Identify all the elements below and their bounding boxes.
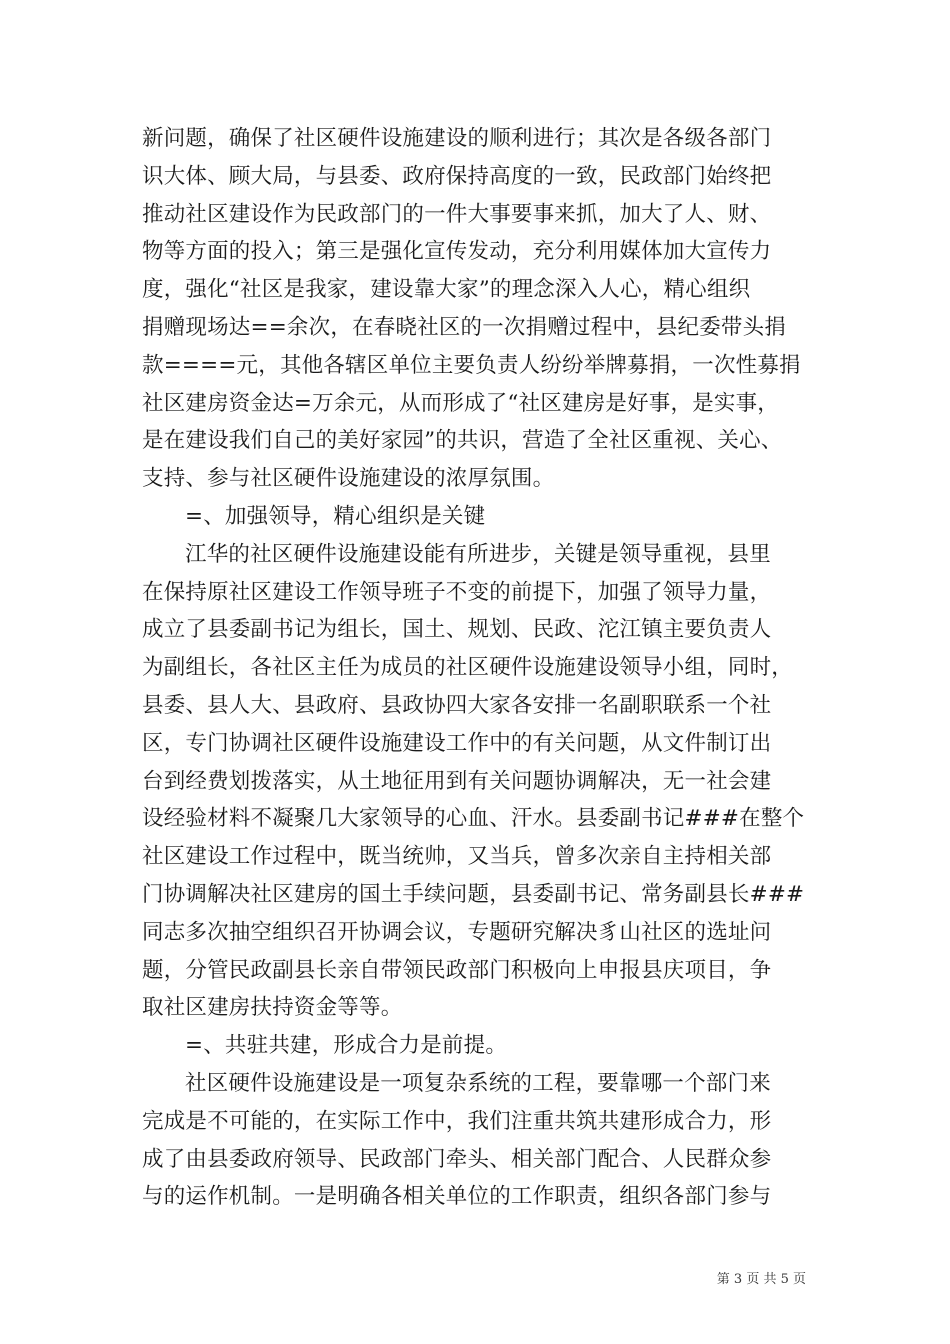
text-line: 捐赠现场达==余次，在春晓社区的一次捐赠过程中，县纪委带头捐 [142,314,787,340]
text-line: =、共驻共建，形成合力是前提。 [185,1033,508,1059]
text-line: 门协调解决社区建房的国土手续问题，县委副书记、常务副县长### [142,881,805,907]
text-line: =、加强领导，精心组织是关键 [185,503,486,529]
text-line: 度，强化“社区是我家，建设靠大家”的理念深入人心，精心组织 [142,277,751,303]
text-line: 同志多次抽空组织召开协调会议，专题研究解决豸山社区的选址问 [142,919,772,945]
text-line: 成了由县委政府领导、民政部门牵头、相关部门配合、人民群众参 [142,1146,772,1172]
text-line: 支持、参与社区硬件设施建设的浓厚氛围。 [142,466,555,492]
text-line: 江华的社区硬件设施建设能有所进步，关键是领导重视，县里 [185,541,771,567]
text-line: 社区硬件设施建设是一项复杂系统的工程，要靠哪一个部门来 [185,1070,771,1096]
text-line: 款====元，其他各辖区单位主要负责人纷纷举牌募捐，一次性募捐 [142,352,801,378]
text-line: 识大体、顾大局，与县委、政府保持高度的一致，民政部门始终把 [142,163,772,189]
text-line: 取社区建房扶持资金等等。 [142,995,403,1021]
text-line: 设经验材料不凝聚几大家领导的心血、汗水。县委副书记###在整个 [142,806,805,832]
text-line: 物等方面的投入；第三是强化宣传发动，充分利用媒体加大宣传力 [142,239,772,265]
text-line: 是在建设我们自己的美好家园”的共识，营造了全社区重视、关心、 [142,428,783,454]
text-line: 为副组长，各社区主任为成员的社区硬件设施建设领导小组，同时， [142,655,794,681]
text-line: 推动社区建设作为民政部门的一件大事要事来抓，加大了人、财、 [142,201,772,227]
text-line: 新问题，确保了社区硬件设施建设的顺利进行；其次是各级各部门 [142,126,772,151]
text-line: 成立了县委副书记为组长，国土、规划、民政、沱江镇主要负责人 [142,617,772,643]
text-line: 台到经费划拨落实，从土地征用到有关问题协调解决，无一社会建 [142,768,772,794]
text-line: 社区建设工作过程中，既当统帅，又当兵，曾多次亲自主持相关部 [142,844,772,870]
text-line: 题，分管民政副县长亲自带领民政部门积极向上申报县庆项目，争 [142,957,772,983]
text-line: 社区建房资金达=万余元，从而形成了“社区建房是好事，是实事， [142,390,780,416]
text-line: 区，专门协调社区硬件设施建设工作中的有关问题，从文件制订出 [142,730,772,756]
text-line: 在保持原社区建设工作领导班子不变的前提下，加强了领导力量， [142,579,772,605]
body-text [142,120,810,1216]
text-line: 与的运作机制。一是明确各相关单位的工作职责，组织各部门参与 [142,1184,772,1210]
text-line: 县委、县人大、县政府、县政协四大家各安排一名副职联系一个社 [142,692,772,718]
text-line: 完成是不可能的，在实际工作中，我们注重共筑共建形成合力，形 [142,1108,772,1134]
page-footer: 第 3 页 共 5 页 [716,1272,806,1287]
